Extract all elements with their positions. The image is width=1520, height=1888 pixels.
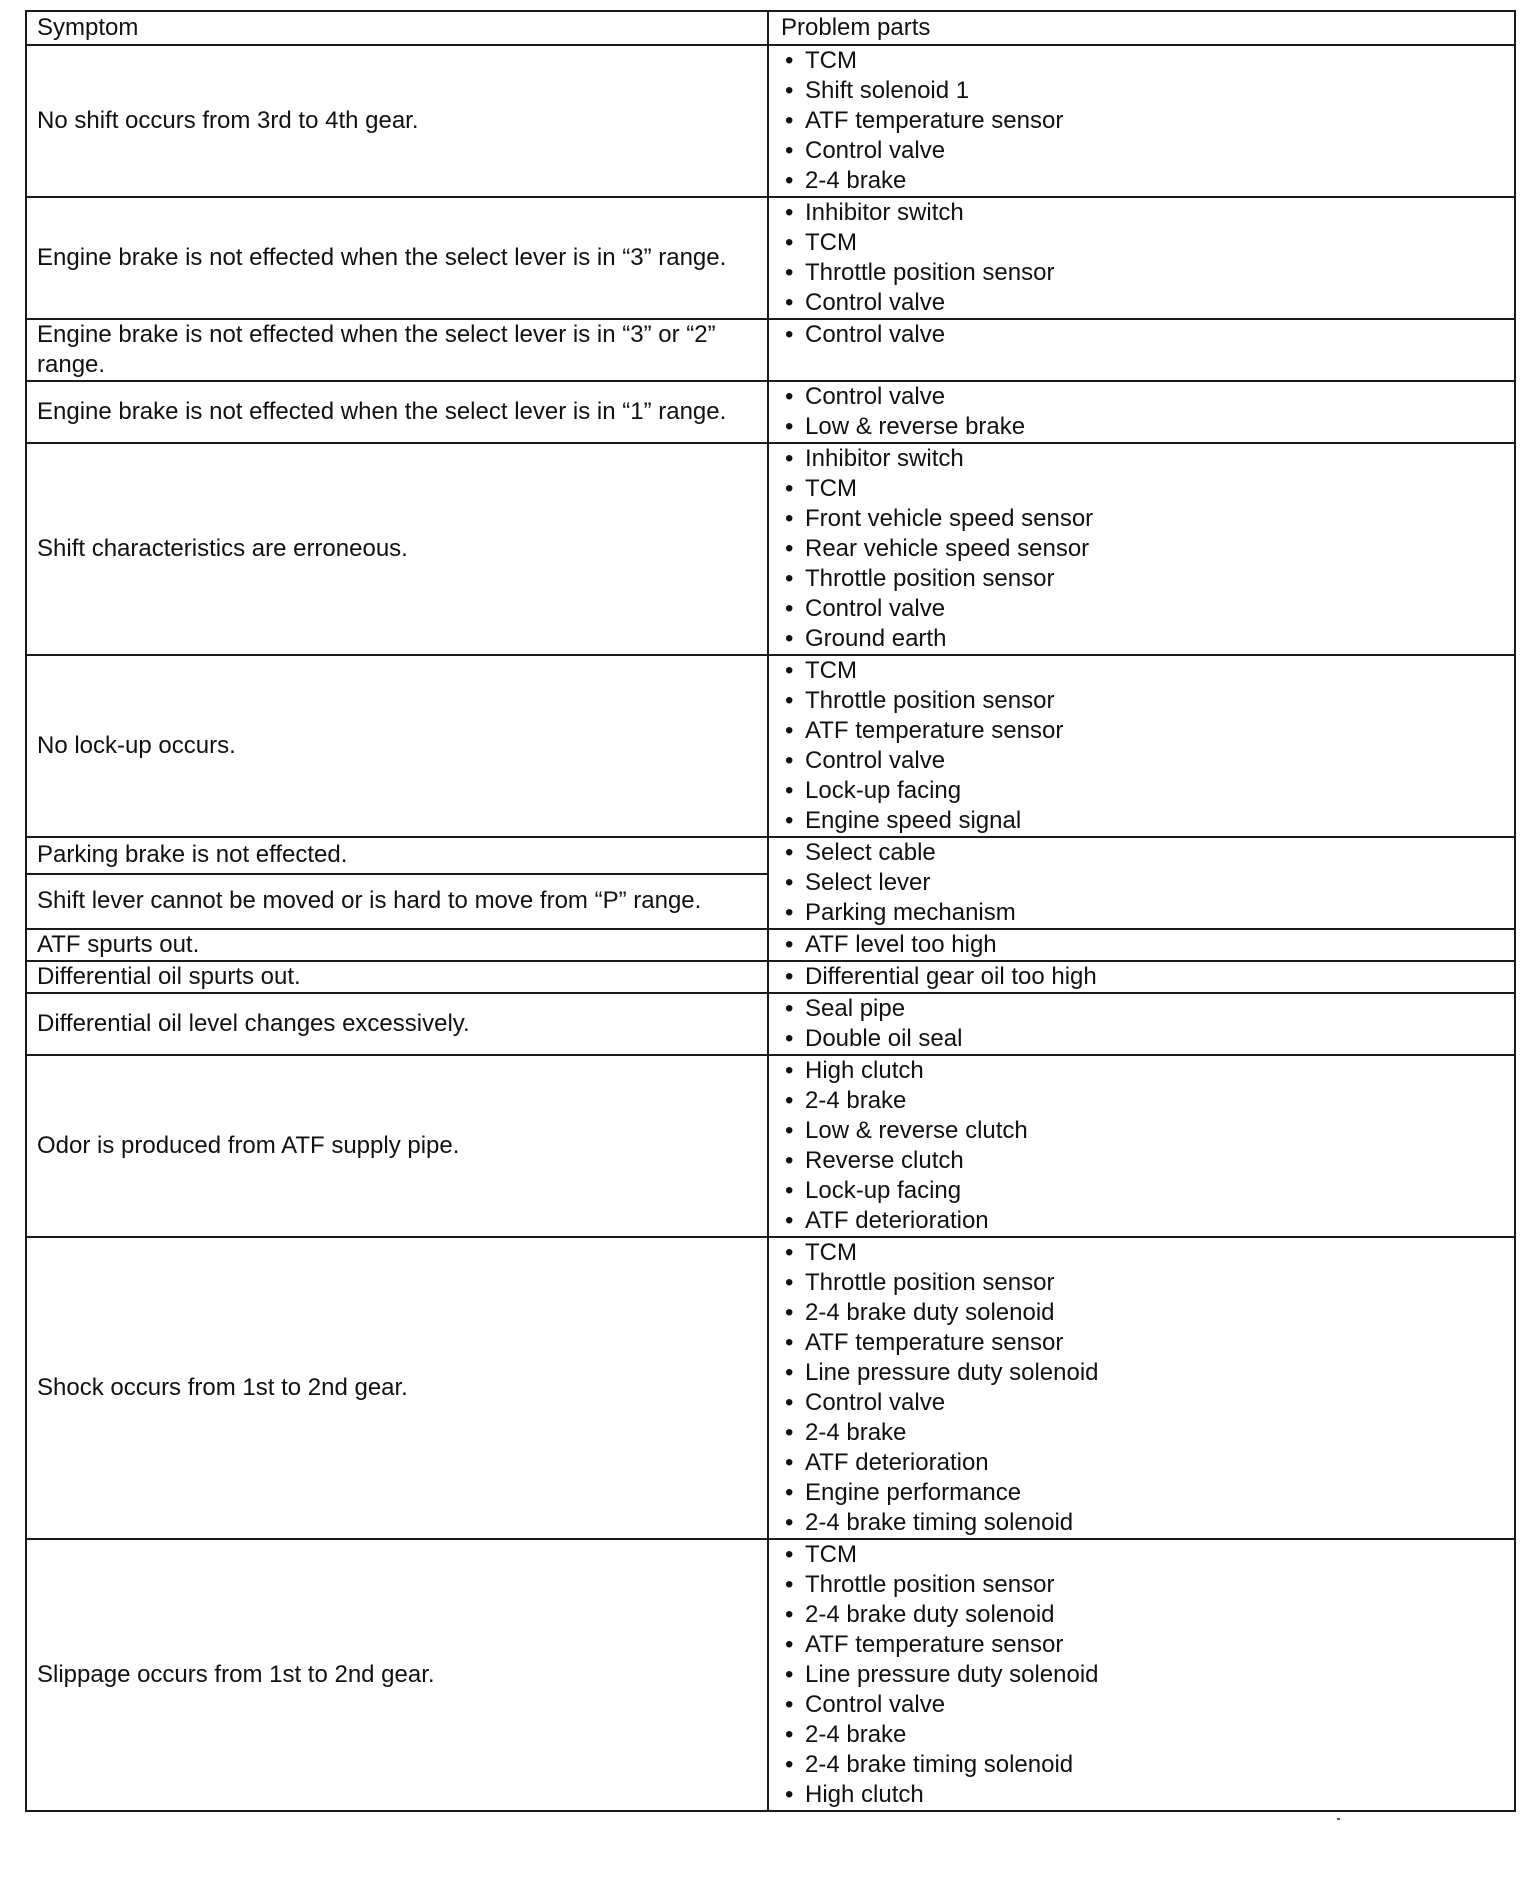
table-row	[26, 319, 1515, 381]
table-row	[26, 993, 1515, 1055]
problem-part-item: • TCM	[781, 46, 1504, 76]
problem-part-item: • Double oil seal	[781, 1024, 1504, 1054]
problem-part-item: • Throttle position sensor	[781, 1268, 1504, 1298]
problem-part-item: • Control valve	[781, 594, 1504, 624]
symptom-cell: Parking brake is not effected.	[26, 837, 768, 874]
problem-part-item: • 2-4 brake	[781, 166, 1504, 196]
table-row	[26, 837, 1515, 874]
symptom-cell: Shift characteristics are erroneous.	[26, 443, 768, 655]
table-row	[26, 381, 1515, 443]
problem-parts-cell	[768, 381, 1515, 443]
table-row	[26, 655, 1515, 837]
problem-part-item: • Inhibitor switch	[781, 444, 1504, 474]
problem-part-item: • 2-4 brake	[781, 1418, 1504, 1448]
symptom-cell: No lock-up occurs.	[26, 655, 768, 837]
diagnosis-table-container	[25, 10, 1468, 1812]
problem-parts-list	[781, 46, 1504, 196]
problem-part-item: • ATF temperature sensor	[781, 106, 1504, 136]
problem-parts-list	[781, 994, 1504, 1054]
problem-part-item: • ATF temperature sensor	[781, 716, 1504, 746]
problem-part-item: • Front vehicle speed sensor	[781, 504, 1504, 534]
problem-part-item: • Seal pipe	[781, 994, 1504, 1024]
problem-parts-list	[781, 1540, 1504, 1810]
table-row	[26, 929, 1515, 961]
symptom-cell: Engine brake is not effected when the select lever is in “3” or “2” range.	[26, 319, 768, 381]
problem-part-item: • Control valve	[781, 1388, 1504, 1418]
symptom-cell: No shift occurs from 3rd to 4th gear.	[26, 45, 768, 197]
symptom-cell: Engine brake is not effected when the select lever is in “3” range.	[26, 197, 768, 319]
problem-part-item: • Control valve	[781, 746, 1504, 776]
table-row	[26, 45, 1515, 197]
table-row	[26, 1539, 1515, 1811]
problem-part-item: • Line pressure duty solenoid	[781, 1660, 1504, 1690]
problem-part-item: • ATF deterioration	[781, 1206, 1504, 1236]
problem-parts-cell	[768, 1055, 1515, 1237]
symptom-cell: Differential oil spurts out.	[26, 961, 768, 993]
problem-part-item: • TCM	[781, 228, 1504, 258]
problem-part-item: • Differential gear oil too high	[781, 962, 1504, 992]
problem-part-item: • TCM	[781, 656, 1504, 686]
problem-part-item: • TCM	[781, 1238, 1504, 1268]
problem-part-item: • Low & reverse brake	[781, 412, 1504, 442]
problem-part-item: • Select cable	[781, 838, 1504, 868]
problem-part-item: • 2-4 brake duty solenoid	[781, 1298, 1504, 1328]
problem-parts-list	[781, 320, 1504, 350]
problem-parts-list	[781, 962, 1504, 992]
problem-parts-list	[781, 656, 1504, 836]
problem-part-item: • Control valve	[781, 382, 1504, 412]
problem-part-item: • Engine speed signal	[781, 806, 1504, 836]
problem-parts-cell	[768, 197, 1515, 319]
problem-parts-cell	[768, 837, 1515, 929]
problem-parts-list	[781, 1056, 1504, 1236]
problem-part-item: • Ground earth	[781, 624, 1504, 654]
problem-parts-list	[781, 382, 1504, 442]
table-row	[26, 443, 1515, 655]
problem-part-item: • ATF deterioration	[781, 1448, 1504, 1478]
problem-parts-cell	[768, 45, 1515, 197]
symptom-cell: Engine brake is not effected when the select lever is in “1” range.	[26, 381, 768, 443]
problem-part-item: • Control valve	[781, 1690, 1504, 1720]
problem-part-item: • Throttle position sensor	[781, 564, 1504, 594]
problem-part-item: • Throttle position sensor	[781, 686, 1504, 716]
problem-parts-list	[781, 930, 1504, 960]
problem-parts-cell	[768, 993, 1515, 1055]
problem-parts-list	[781, 838, 1504, 928]
problem-part-item: • Inhibitor switch	[781, 198, 1504, 228]
diagnosis-table	[25, 10, 1516, 1812]
problem-part-item: • 2-4 brake timing solenoid	[781, 1750, 1504, 1780]
header-problem-parts: Problem parts	[768, 11, 1515, 45]
problem-part-item: • ATF temperature sensor	[781, 1630, 1504, 1660]
problem-parts-cell	[768, 929, 1515, 961]
problem-part-item: • TCM	[781, 474, 1504, 504]
problem-part-item: • Lock-up facing	[781, 1176, 1504, 1206]
symptom-cell: ATF spurts out.	[26, 929, 768, 961]
problem-parts-cell	[768, 1237, 1515, 1539]
problem-part-item: • 2-4 brake	[781, 1086, 1504, 1116]
table-row	[26, 1237, 1515, 1539]
symptom-cell: Shock occurs from 1st to 2nd gear.	[26, 1237, 768, 1539]
problem-part-item: • High clutch	[781, 1056, 1504, 1086]
problem-part-item: • Reverse clutch	[781, 1146, 1504, 1176]
problem-part-item: • 2-4 brake duty solenoid	[781, 1600, 1504, 1630]
header-symptom: Symptom	[26, 11, 768, 45]
problem-parts-cell	[768, 1539, 1515, 1811]
problem-part-item: • ATF level too high	[781, 930, 1504, 960]
problem-part-item: • Rear vehicle speed sensor	[781, 534, 1504, 564]
symptom-cell: Shift lever cannot be moved or is hard to move from “P” range.	[26, 874, 768, 929]
table-row	[26, 961, 1515, 993]
problem-parts-cell	[768, 443, 1515, 655]
problem-parts-list	[781, 444, 1504, 654]
problem-part-item: • Low & reverse clutch	[781, 1116, 1504, 1146]
problem-part-item: • Control valve	[781, 288, 1504, 318]
problem-part-item: • 2-4 brake	[781, 1720, 1504, 1750]
problem-parts-cell	[768, 961, 1515, 993]
problem-part-item: • Throttle position sensor	[781, 258, 1504, 288]
table-row	[26, 1055, 1515, 1237]
symptom-cell: Slippage occurs from 1st to 2nd gear.	[26, 1539, 768, 1811]
problem-part-item: • ATF temperature sensor	[781, 1328, 1504, 1358]
problem-part-item: • Parking mechanism	[781, 898, 1504, 928]
problem-part-item: • Engine performance	[781, 1478, 1504, 1508]
problem-parts-list	[781, 1238, 1504, 1538]
problem-parts-list	[781, 198, 1504, 318]
problem-parts-cell	[768, 655, 1515, 837]
table-body	[26, 11, 1515, 1811]
problem-part-item: • High clutch	[781, 1780, 1504, 1810]
table-header-row	[26, 11, 1515, 45]
problem-part-item: • Lock-up facing	[781, 776, 1504, 806]
problem-part-item: • Control valve	[781, 320, 1504, 350]
problem-part-item: • Control valve	[781, 136, 1504, 166]
problem-part-item: • TCM	[781, 1540, 1504, 1570]
symptom-cell: Odor is produced from ATF supply pipe.	[26, 1055, 768, 1237]
problem-part-item: • 2-4 brake timing solenoid	[781, 1508, 1504, 1538]
scan-speck	[1337, 1818, 1340, 1820]
problem-part-item: • Shift solenoid 1	[781, 76, 1504, 106]
symptom-cell: Differential oil level changes excessively.	[26, 993, 768, 1055]
problem-part-item: • Line pressure duty solenoid	[781, 1358, 1504, 1388]
table-row	[26, 197, 1515, 319]
problem-part-item: • Select lever	[781, 868, 1504, 898]
problem-parts-cell	[768, 319, 1515, 381]
problem-part-item: • Throttle position sensor	[781, 1570, 1504, 1600]
